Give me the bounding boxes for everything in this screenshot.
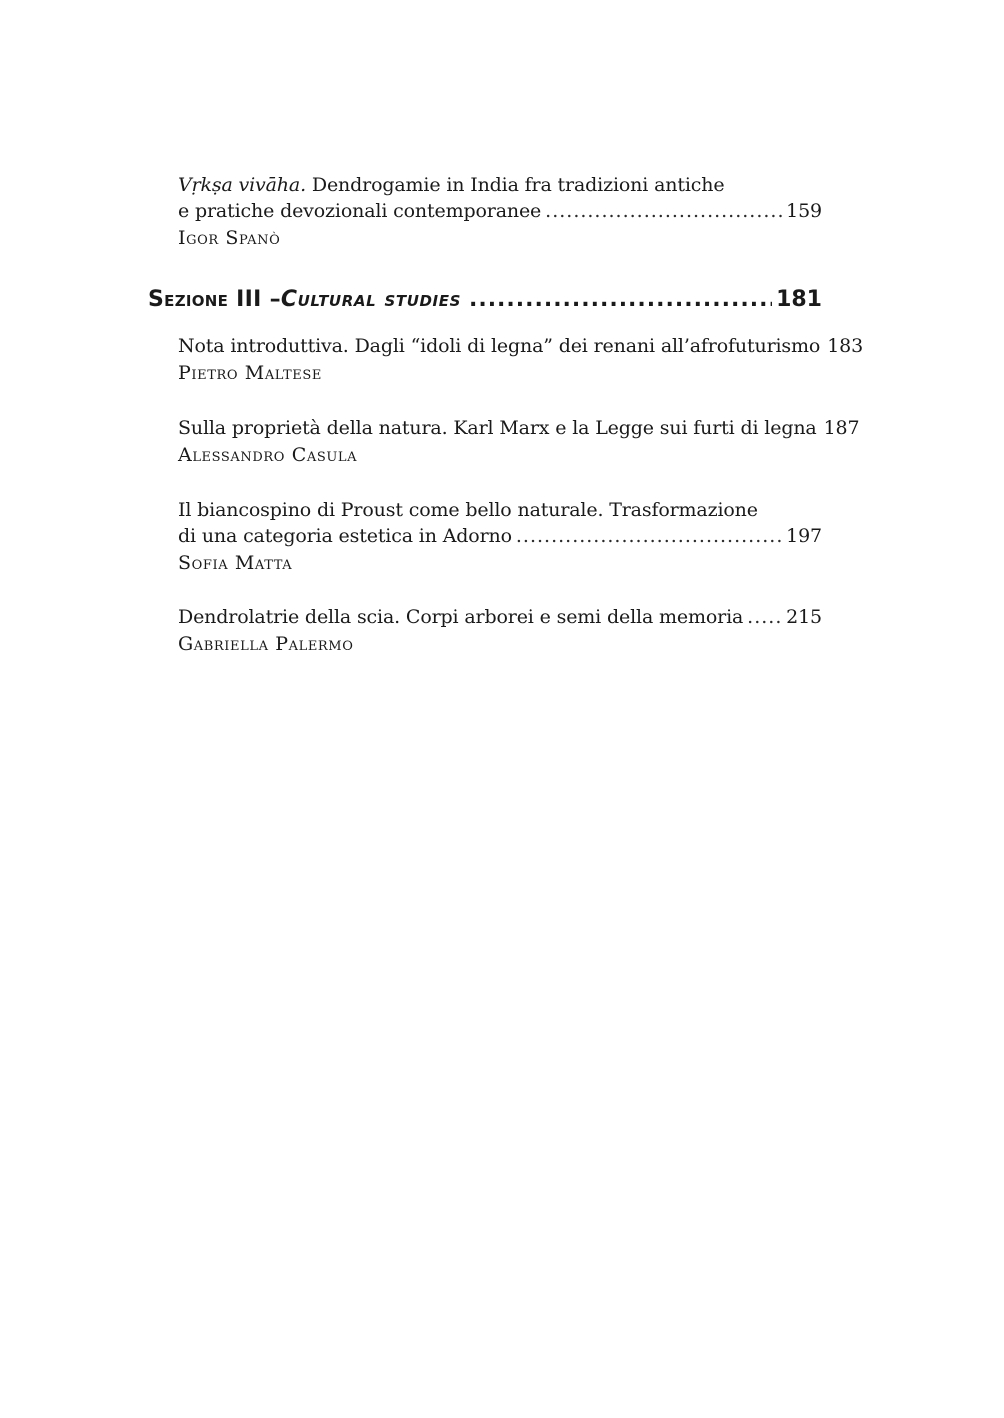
toc-entry-page-number: 215	[786, 606, 822, 628]
section-heading	[148, 284, 822, 316]
toc-entry-title: Dendrolatrie della scia. Corpi arborei e semi della memoria	[178, 606, 744, 628]
toc-entry-author: Alessandro Casula	[178, 444, 358, 466]
dot-leader	[469, 284, 772, 316]
section-heading-title: Cultural studies	[280, 287, 461, 312]
dot-leader	[516, 523, 783, 549]
toc-entry-author: Gabriella Palermo	[178, 633, 354, 655]
section-heading-page-number: 181	[776, 287, 822, 312]
toc-entry-title-line	[178, 198, 822, 224]
dot-leader	[545, 198, 783, 224]
toc-entry-page-number: 159	[786, 200, 822, 222]
toc-entry-page-number: 197	[786, 525, 822, 547]
toc-entry-title: Nota introduttiva. Dagli “idoli di legna” dei renani all’afrofuturismo	[178, 335, 821, 357]
toc-entry-title: Dendrogamie in India fra tradizioni antiche	[305, 174, 725, 196]
toc-entry	[178, 604, 822, 657]
toc-entry-title-line	[178, 523, 822, 549]
toc-entry-title-italic: Vṛkṣa vivāha.	[178, 174, 306, 196]
toc-entry	[178, 333, 864, 386]
toc-entry-title: Sulla proprietà della natura. Karl Marx e la Legge sui furti di legna	[178, 417, 817, 439]
dot-leader	[747, 604, 783, 630]
toc-entry	[178, 172, 822, 251]
toc-entry-title-line	[178, 415, 860, 441]
toc-entry-page-number: 187	[823, 417, 860, 439]
toc-entry-title: e pratiche devozionali contemporanee	[178, 200, 542, 222]
toc-entry-title-line	[178, 497, 822, 523]
toc-entry-author: Sofia Matta	[178, 552, 293, 574]
toc-entry-author: Pietro Maltese	[178, 362, 322, 384]
toc-entry-title-line	[178, 604, 822, 630]
section-heading-prefix: Sezione III –	[148, 287, 281, 312]
toc-entry-title-line	[178, 172, 822, 198]
toc-entry-title: di una categoria estetica in Adorno	[178, 525, 512, 547]
toc-entry-author: Igor Spanò	[178, 227, 281, 249]
toc-entry	[178, 497, 822, 576]
toc-entry-title: Il biancospino di Proust come bello naturale. Trasformazione	[178, 499, 758, 521]
toc-entry	[178, 415, 860, 468]
toc-entry-page-number: 183	[827, 335, 864, 357]
toc-entry-title-line	[178, 333, 864, 359]
